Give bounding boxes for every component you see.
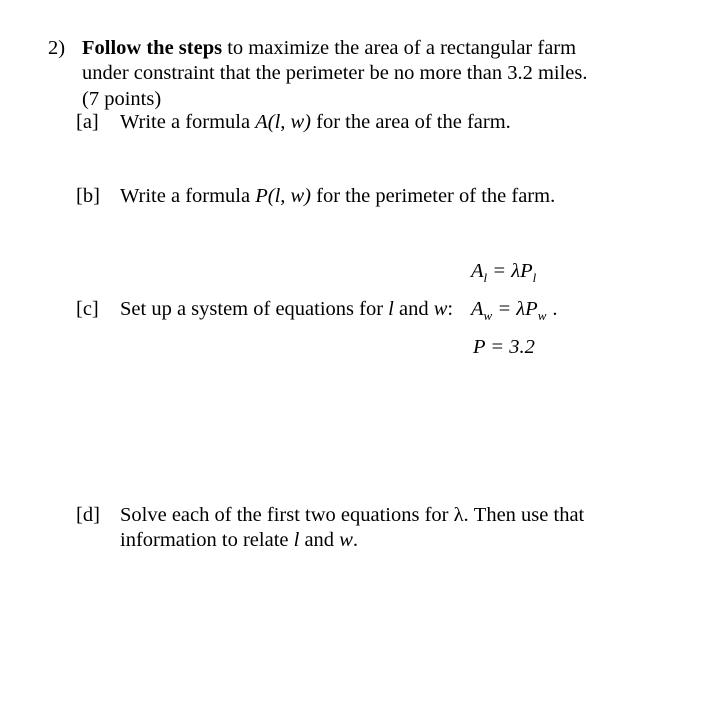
part-c-and: and: [399, 298, 429, 320]
part-a-text: [120, 112, 511, 133]
problem-line-1: [82, 38, 576, 59]
line1-rest: to maximize the area of a rectangular farm: [227, 37, 577, 59]
part-c-colon: :: [447, 298, 454, 320]
part-c-label: [c]: [76, 298, 99, 320]
eq1-mid: = λP: [487, 260, 533, 282]
eq2-tail: .: [552, 298, 558, 320]
part-a-formula: A(l, w): [255, 111, 312, 133]
eq2-mid: = λP: [492, 298, 538, 320]
part-b-text: [120, 186, 555, 207]
part-d-period: .: [352, 529, 358, 551]
part-b-label: [b]: [76, 185, 100, 207]
problem-points: (7 points): [82, 88, 162, 110]
part-a-label: [a]: [76, 111, 99, 133]
part-d-pre: information to relate: [120, 529, 289, 551]
part-c-var-w: w: [433, 298, 448, 320]
part-d-and: and: [304, 529, 335, 551]
eq2-rhs-sub: w: [537, 308, 547, 323]
part-d-line-1: Solve each of the first two equations for λ. Then use that: [120, 504, 585, 526]
eq2-lhs: A: [471, 298, 484, 320]
part-d-var-w: w: [339, 529, 353, 551]
bold-lead: Follow the steps: [82, 37, 223, 59]
part-c-pre: Set up a system of equations for: [120, 298, 384, 320]
eq1-lhs-sub: l: [483, 270, 488, 285]
part-c-var-l: l: [388, 298, 394, 320]
problem-line-2: under constraint that the perimeter be no more than 3.2 miles.: [82, 62, 588, 84]
eq1-rhs-sub: l: [532, 270, 537, 285]
eq2-lhs-sub: w: [483, 308, 493, 323]
equation-1: [471, 260, 537, 285]
part-b-formula: P(l, w): [255, 185, 312, 207]
part-b-pre: Write a formula: [120, 185, 251, 207]
equation-2: [471, 298, 558, 323]
eq3-text: P = 3.2: [473, 336, 535, 358]
part-c-text: [120, 299, 453, 320]
part-a-post: for the area of the farm.: [316, 111, 511, 133]
part-b-post: for the perimeter of the farm.: [316, 185, 556, 207]
part-a-pre: Write a formula: [120, 111, 251, 133]
part-d-label: [d]: [76, 504, 100, 526]
equation-3: [473, 337, 535, 358]
part-d-line-2: [120, 530, 358, 551]
problem-number: 2): [48, 37, 66, 59]
eq1-lhs: A: [471, 260, 484, 282]
part-d-var-l: l: [293, 529, 300, 551]
